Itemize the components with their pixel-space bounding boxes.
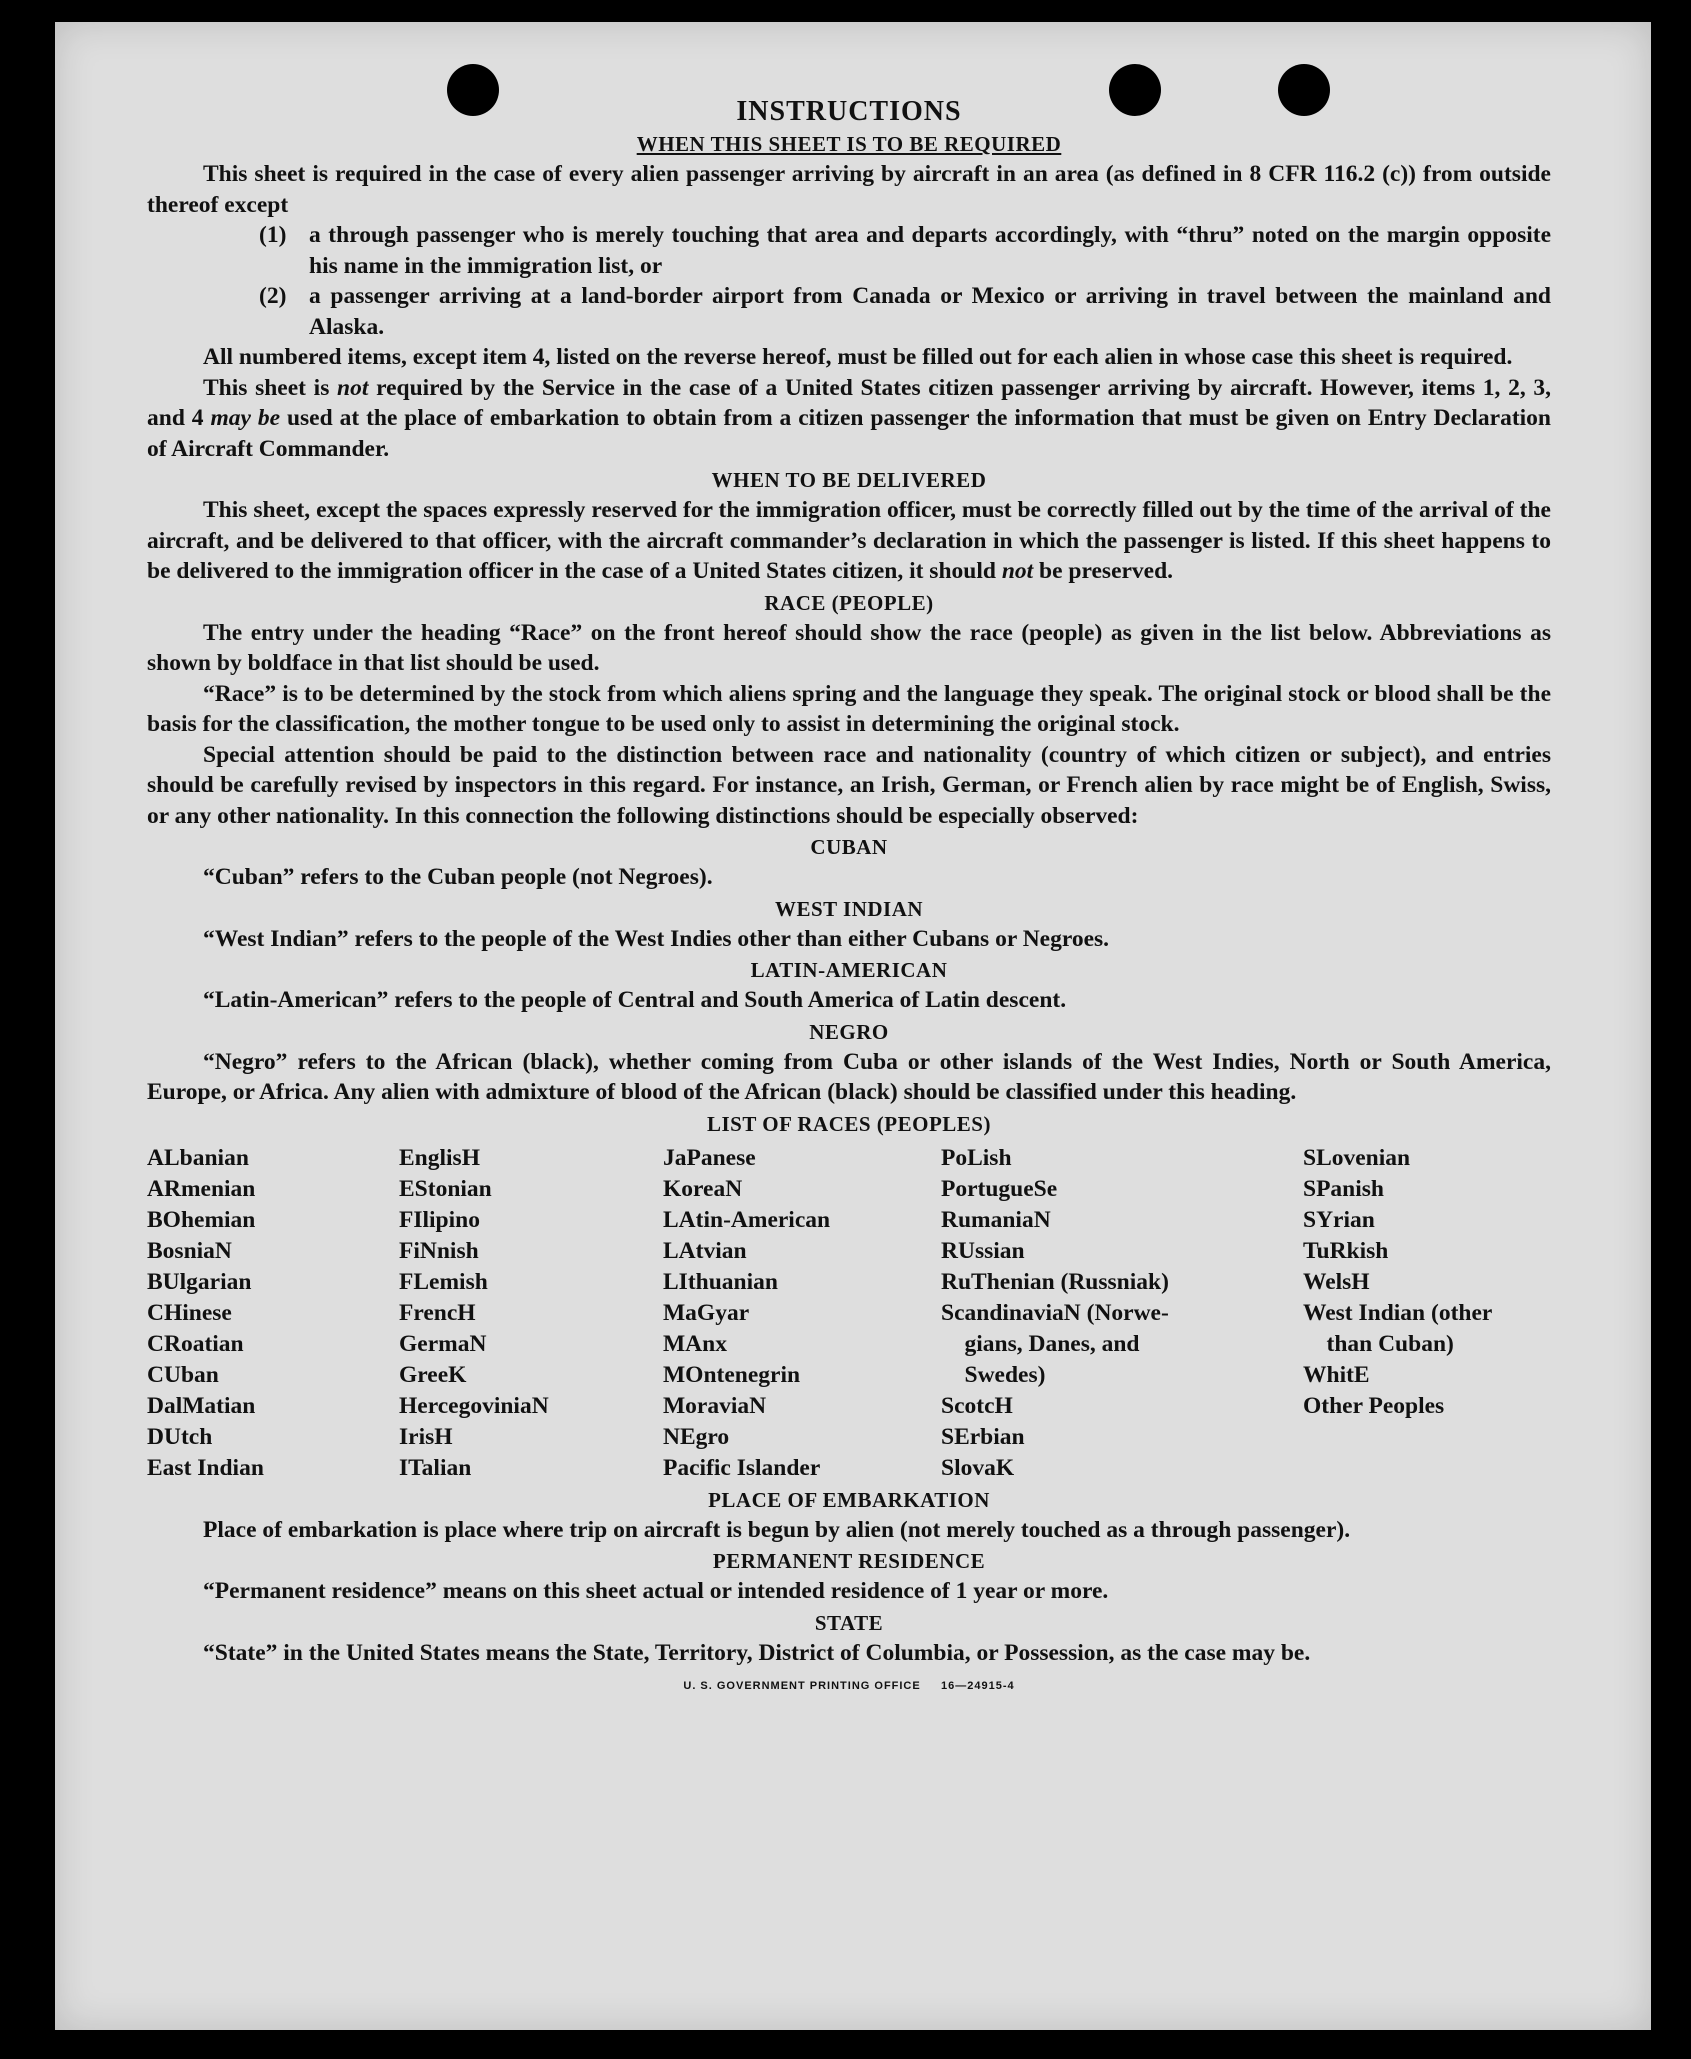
race-entry: MOntenegrin <box>663 1361 801 1388</box>
paragraph: “Permanent residence” means on this sheet actual or intended residence of 1 year or more. <box>203 1578 1109 1604</box>
race-entry: EStonian <box>399 1175 492 1202</box>
race-entry: DUtch <box>147 1423 213 1450</box>
races-column <box>663 1143 941 1484</box>
heading-cuban: CUBAN <box>810 835 888 859</box>
race-entry: CUban <box>147 1361 219 1388</box>
heading-race: RACE (PEOPLE) <box>764 590 934 615</box>
race-entry: Pacific Islander <box>663 1454 821 1481</box>
race-entry: Other Peoples <box>1303 1392 1445 1419</box>
list-item-number: (1) <box>259 222 287 248</box>
race-entry: SPanish <box>1303 1175 1384 1202</box>
race-entry: RUssian <box>941 1237 1025 1264</box>
races-column <box>1303 1143 1551 1484</box>
paragraph: “Cuban” refers to the Cuban people (not Negroes). <box>203 864 713 890</box>
heading-permanent-residence: PERMANENT RESIDENCE <box>712 1549 986 1573</box>
paragraph: Special attention should be paid to the distinction between race and nationality (country of which citizen or subject), and entries should be carefully revised by inspectors in this regard. For instance, an Irish, German, or French alien by race might be of English, Swiss, or any other nationality. In this connection the following distinctions should be especially observed: <box>147 741 1551 829</box>
heading-when-required: WHEN THIS SHEET IS TO BE REQUIRED <box>636 132 1062 156</box>
race-entry: SlovaK <box>941 1454 1015 1481</box>
race-entry: BosniaN <box>147 1237 232 1264</box>
paragraph: “West Indian” refers to the people of the West Indies other than either Cubans or Negroes. <box>203 925 1110 952</box>
race-entry: JaPanese <box>663 1144 756 1171</box>
list-item-text: a passenger arriving at a land-border airport from Canada or Mexico or arriving in travel between the mainland and Alaska. <box>309 283 1551 340</box>
document-sheet <box>55 22 1651 2030</box>
race-entry: KoreaN <box>663 1175 743 1202</box>
race-entry: WelsH <box>1303 1268 1370 1295</box>
race-entry: SErbian <box>941 1423 1025 1450</box>
heading-when-delivered: WHEN TO BE DELIVERED <box>711 468 987 492</box>
race-entry: FrencH <box>399 1299 476 1326</box>
race-entry: ITalian <box>399 1454 472 1481</box>
list-item <box>259 220 1551 281</box>
race-entry: ScandinaviaN (Norwe- <box>941 1299 1169 1326</box>
race-entry: PoLish <box>941 1144 1012 1171</box>
paragraph: Place of embarkation is place where trip on aircraft is begun by alien (not merely touched as a through passenger). <box>203 1516 1351 1543</box>
race-entry: SLovenian <box>1303 1144 1411 1171</box>
race-entry: MAnx <box>663 1330 727 1357</box>
race-entry: DalMatian <box>147 1392 256 1419</box>
race-entry: BOhemian <box>147 1206 256 1233</box>
paragraph: This sheet is not required by the Service in the case of a United States citizen passenger arriving by aircraft. However, items 1, 2, 3, and 4 may be used at the place of embarkation to obtain from a citizen passenger the information that must be given on Entry Declaration of Aircraft Commander. <box>147 374 1552 462</box>
race-entry: East Indian <box>147 1454 264 1481</box>
paragraph: “Race” is to be determined by the stock from which aliens spring and the language they speak. The original stock or blood shall be the basis for the classification, the mother tongue to be used only to assist in determining the original stock. <box>147 680 1551 737</box>
heading-west-indian: WEST INDIAN <box>774 896 924 921</box>
list-item-number: (2) <box>259 283 287 309</box>
paragraph: “State” in the United States means the State, Territory, District of Columbia, or Possession, as the case may be. <box>203 1639 1311 1666</box>
race-entry: RumaniaN <box>941 1206 1051 1233</box>
paragraph: This sheet is required in the case of every alien passenger arriving by aircraft in an area (as defined in 8 CFR 116.2 (c)) from outside thereof except <box>147 161 1551 218</box>
paragraph: The entry under the heading “Race” on the front hereof should show the race (people) as given in the list below. Abbreviations as shown by boldface in that list should be used. <box>147 619 1551 676</box>
race-entry: LIthuanian <box>663 1268 778 1295</box>
race-entry: MoraviaN <box>663 1392 767 1419</box>
paragraph: “Latin-American” refers to the people of Central and South America of Latin descent. <box>203 987 1067 1013</box>
paragraph: This sheet, except the spaces expressly reserved for the immigration officer, must be correctly filled out by the time of the arrival of the aircraft, and be delivered to that officer, with the aircraft commander’s declaration in which the passenger is listed. If this sheet happens to be delivered to the immigration officer in the case of a United States citizen, it should not be preserved. <box>147 497 1551 584</box>
race-entry: ARmenian <box>147 1175 256 1202</box>
race-entry: GreeK <box>399 1361 467 1388</box>
race-entry: ALbanian <box>147 1144 249 1171</box>
race-entry: LAtin-American <box>663 1206 831 1233</box>
race-entry: than Cuban) <box>1303 1330 1454 1357</box>
race-entry: CRoatian <box>147 1330 244 1357</box>
race-entry: CHinese <box>147 1299 232 1326</box>
race-entry: gians, Danes, and <box>941 1330 1140 1357</box>
race-entry: RuThenian (Russniak) <box>941 1268 1169 1295</box>
heading-state: STATE <box>814 1610 884 1635</box>
race-entry: WhitE <box>1303 1361 1370 1388</box>
race-entry: NEgro <box>663 1423 730 1450</box>
races-column <box>941 1143 1303 1484</box>
heading-negro: NEGRO <box>809 1019 889 1044</box>
race-entry: HercegoviniaN <box>399 1392 549 1419</box>
race-entry: FIlipino <box>399 1206 480 1233</box>
race-entry: TuRkish <box>1303 1237 1389 1264</box>
page-title: INSTRUCTIONS <box>736 96 962 127</box>
paragraph: All numbered items, except item 4, listed on the reverse hereof, must be filled out for each alien in whose case this sheet is required. <box>203 344 1513 370</box>
race-entry: LAtvian <box>663 1237 747 1264</box>
printer-imprint: U. S. GOVERNMENT PRINTING OFFICE 16—24915-4 <box>683 1680 1015 1692</box>
list-item <box>259 281 1551 342</box>
instructions-content <box>147 96 1551 1692</box>
race-entry: SYrian <box>1303 1206 1375 1233</box>
races-table <box>147 1143 1551 1484</box>
list-item-text: a through passenger who is merely touching that area and departs accordingly, with “thru” noted on the margin opposite his name in the immigration list, or <box>309 222 1551 279</box>
race-entry: BUlgarian <box>147 1268 252 1295</box>
races-column <box>399 1143 663 1484</box>
race-entry: FLemish <box>399 1268 488 1295</box>
race-entry: West Indian (other <box>1303 1299 1493 1326</box>
race-entry: FiNnish <box>399 1237 479 1264</box>
races-column <box>147 1143 399 1484</box>
paragraph: “Negro” refers to the African (black), whether coming from Cuba or other islands of the West Indies, North or South America, Europe, or Africa. Any alien with admixture of blood of the African (black) should be classified under this heading. <box>147 1048 1551 1105</box>
race-entry: GermaN <box>399 1330 487 1357</box>
race-entry: PortugueSe <box>941 1175 1058 1202</box>
race-entry: ScotcH <box>941 1392 1013 1419</box>
heading-list-of-races: LIST OF RACES (PEOPLES) <box>707 1111 991 1136</box>
race-entry: Swedes) <box>941 1361 1046 1388</box>
race-entry: IrisH <box>399 1423 453 1450</box>
heading-latin-american: LATIN-AMERICAN <box>750 958 948 982</box>
race-entry: EnglisH <box>399 1144 480 1171</box>
heading-place-of-embarkation: PLACE OF EMBARKATION <box>708 1487 990 1512</box>
race-entry: MaGyar <box>663 1299 750 1326</box>
